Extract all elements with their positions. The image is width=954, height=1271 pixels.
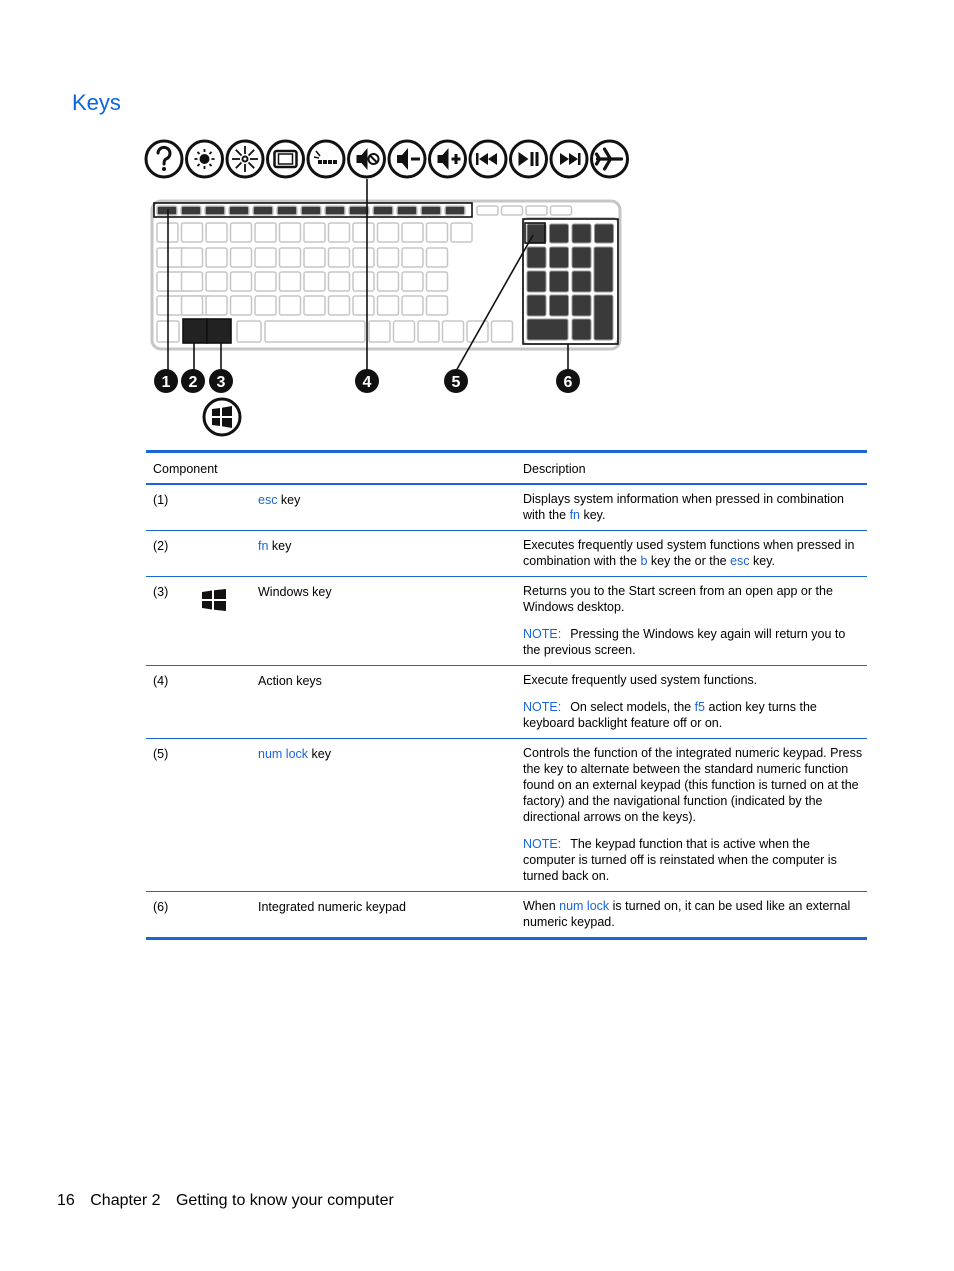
num-lock-link[interactable]: num lock [258, 747, 309, 761]
keyboard-key [182, 272, 203, 291]
keyboard-key [277, 206, 297, 215]
b-link[interactable]: b [640, 554, 648, 568]
keyboard-key [427, 272, 448, 291]
keypad-key [572, 271, 591, 292]
keyboard-key [421, 206, 441, 215]
keypad-key [595, 224, 614, 243]
keyboard-key [353, 248, 374, 267]
keyboard-key [427, 223, 448, 242]
description: When num lock is turned on, it can be used like an external numeric keypad. [523, 899, 851, 929]
keyboard-key [378, 248, 399, 267]
keyboard-key [255, 223, 276, 242]
keyboard-key [427, 296, 448, 315]
keyboard-key [325, 206, 345, 215]
svg-text:2: 2 [188, 374, 198, 391]
callout-1 [154, 369, 178, 393]
keyboard-key [329, 272, 350, 291]
header-component: Component [153, 462, 218, 476]
keyboard-key [502, 206, 523, 215]
keyboard-key [231, 272, 252, 291]
keypad-key [527, 247, 546, 268]
keyboard-key [402, 223, 423, 242]
leader-line-5 [456, 235, 533, 371]
row-number: (4) [153, 674, 169, 688]
keyboard-key [255, 296, 276, 315]
component-name: Windows key [258, 585, 332, 599]
table-row [146, 666, 867, 739]
keyboard-key [551, 206, 572, 215]
table-row [146, 739, 867, 892]
description: Controls the function of the integrated numeric keypad. Press the key to alternate between the standard numeric function found on an external keypad (this function is turned on at the factory) and the navigational function (indicated by the directional arrows on the keys). NOTE: The keypad function that is active when the computer is turned off is reinstated when the computer is turned back on. [523, 746, 863, 883]
keypad-key [527, 271, 546, 292]
keyboard-key [237, 321, 261, 342]
keyboard-key [477, 206, 498, 215]
component-name: esc key [258, 493, 301, 507]
keyboard-key [353, 272, 374, 291]
row-number: (5) [153, 747, 169, 761]
keyboard-key [231, 248, 252, 267]
keyboard-key [397, 206, 417, 215]
keyboard-key [182, 223, 203, 242]
keyboard-key [280, 223, 301, 242]
chapter-label: Chapter 2 [90, 1192, 161, 1209]
callout-4 [355, 369, 379, 393]
keyboard-key [492, 321, 513, 342]
numeric-keypad [527, 224, 614, 340]
keyboard-key [304, 248, 325, 267]
svg-text:4: 4 [362, 374, 372, 391]
fn-link[interactable]: fn [258, 539, 269, 553]
keyboard-key [304, 296, 325, 315]
keypad-key [572, 224, 591, 243]
volume-up-icon [430, 141, 466, 177]
keyboard-key [353, 296, 374, 315]
mute-icon [349, 141, 385, 177]
keypad-key [550, 295, 569, 316]
keyboard-key [205, 206, 225, 215]
table-row [146, 892, 867, 940]
table-header [146, 450, 867, 485]
description: Returns you to the Start screen from an open app or the Windows desktop. NOTE: Pressing the Windows key again will return you to the previous screen. [523, 584, 846, 657]
keyboard-key [378, 296, 399, 315]
table-row [146, 485, 867, 531]
callout-2 [181, 369, 205, 393]
keypad-key [594, 295, 613, 340]
keyboard-key [402, 248, 423, 267]
component-name: num lock key [258, 747, 331, 761]
svg-text:6: 6 [563, 374, 573, 391]
keyboard-key [378, 272, 399, 291]
chapter-title: Getting to know your computer [175, 1192, 394, 1209]
keypad-key [527, 295, 546, 316]
note-label: NOTE: [523, 837, 562, 851]
component-name: fn key [258, 539, 292, 553]
windows-icon [202, 589, 226, 611]
windows-key-highlight [207, 319, 231, 343]
keyboard-key [181, 206, 201, 215]
keyboard-key [280, 272, 301, 291]
keyboard-key [394, 321, 415, 342]
keyboard-key [443, 321, 464, 342]
page-number: 16 [57, 1192, 75, 1209]
keyboard-key [329, 296, 350, 315]
callout-5 [444, 369, 468, 393]
keyboard-key [206, 272, 227, 291]
keypad-key [550, 247, 569, 268]
help-icon [146, 141, 182, 177]
keyboard-key [253, 206, 273, 215]
esc-link[interactable]: esc [730, 554, 750, 568]
esc-link[interactable]: esc [258, 493, 278, 507]
keyboard-key [301, 206, 321, 215]
volume-down-icon [389, 141, 425, 177]
callouts [154, 369, 580, 393]
description: Execute frequently used system functions. NOTE: On select models, the f5 action key turns the keyboard backlight feature off or on. [523, 673, 817, 730]
play-pause-icon [511, 141, 547, 177]
airplane-mode-icon [592, 141, 628, 177]
action-key-icons-row [146, 141, 628, 177]
keyboard-figure [140, 135, 640, 440]
keyboard-key [329, 223, 350, 242]
header-description: Description [523, 462, 586, 476]
keyboard-backlight-icon [308, 141, 344, 177]
keyboard-key [206, 248, 227, 267]
keyboard-key [280, 248, 301, 267]
fn-link[interactable]: fn [569, 508, 580, 522]
keyboard-key [231, 296, 252, 315]
keypad-key [527, 319, 568, 340]
keyboard-key [255, 272, 276, 291]
f5-link[interactable]: f5 [694, 700, 706, 714]
keypad-key [572, 295, 591, 316]
keyboard-key [378, 223, 399, 242]
row-number: (1) [153, 493, 169, 507]
keyboard-key [526, 206, 547, 215]
keyboard-key [373, 206, 393, 215]
brightness-down-icon [187, 141, 223, 177]
row-number: (3) [153, 585, 169, 599]
svg-text:1: 1 [161, 374, 171, 391]
keyboard-key [402, 272, 423, 291]
keyboard-key [304, 272, 325, 291]
note-label: NOTE: [523, 700, 562, 714]
note-label: NOTE: [523, 627, 562, 641]
keypad-key [550, 224, 569, 243]
num-lock-link[interactable]: num lock [559, 899, 610, 913]
page-title: Keys [72, 90, 121, 115]
component-name: Integrated numeric keypad [258, 900, 407, 914]
keypad-key [572, 319, 591, 340]
component-name: Action keys [258, 674, 322, 688]
keyboard-key [206, 296, 227, 315]
keyboard-key [451, 223, 472, 242]
row-number: (6) [153, 900, 169, 914]
table-row [146, 531, 867, 577]
table-row [146, 577, 867, 666]
keyboard-key [427, 248, 448, 267]
svg-text:5: 5 [451, 374, 461, 391]
description: Displays system information when pressed in combination with the fn key. [523, 492, 844, 522]
keyboard-key [402, 296, 423, 315]
brightness-up-icon [227, 141, 263, 177]
keyboard-key [369, 321, 390, 342]
windows-icon [204, 399, 240, 435]
keypad-key [594, 247, 613, 292]
keyboard-key [304, 223, 325, 242]
keyboard-key [280, 296, 301, 315]
keyboard-key [182, 248, 203, 267]
svg-text:3: 3 [216, 374, 226, 391]
callout-3 [209, 369, 233, 393]
keypad-key [550, 271, 569, 292]
previous-track-icon [470, 141, 506, 177]
keypad-key [572, 247, 591, 268]
keyboard-key [329, 248, 350, 267]
keyboard-key [445, 206, 465, 215]
keyboard-key [353, 223, 374, 242]
keyboard-key [231, 223, 252, 242]
next-track-icon [551, 141, 587, 177]
page-footer [57, 1192, 405, 1210]
callout-6 [556, 369, 580, 393]
keyboard-key [418, 321, 439, 342]
keyboard-key [349, 206, 369, 215]
description: Executes frequently used system functions when pressed in combination with the b key the or the esc key. [523, 538, 855, 568]
display-switch-icon [268, 141, 304, 177]
fn-key-highlight [183, 319, 207, 343]
keyboard-key [206, 223, 227, 242]
keyboard-key [229, 206, 249, 215]
keys-table [146, 450, 867, 940]
keyboard-key [265, 321, 365, 342]
keyboard-key [182, 296, 203, 315]
keyboard-key [157, 206, 177, 215]
row-number: (2) [153, 539, 169, 553]
keyboard-key [255, 248, 276, 267]
